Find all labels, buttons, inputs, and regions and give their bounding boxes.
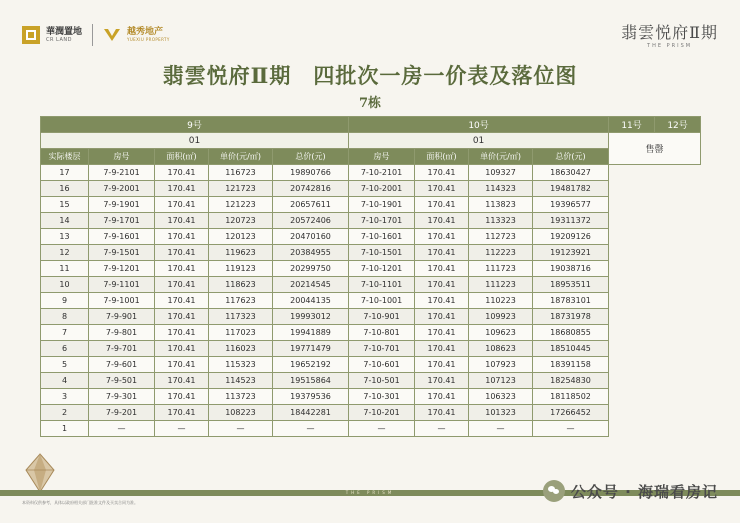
project-brand	[621, 20, 718, 49]
table-row	[41, 245, 701, 261]
room-no-cell: 7-10-1101	[349, 277, 415, 293]
logo-divider	[92, 24, 93, 46]
unit-price-cell: 107123	[469, 373, 533, 389]
room-no-cell: 7-10-1601	[349, 229, 415, 245]
area-cell: 170.41	[415, 405, 469, 421]
floor-cell: 5	[41, 357, 89, 373]
area-cell: 170.41	[415, 293, 469, 309]
yuexiu-logo-cn: 越秀地产	[127, 27, 164, 37]
total-price-cell: 18118502	[533, 389, 609, 405]
area-cell: 170.41	[155, 389, 209, 405]
building-10-unit-code: 01	[349, 133, 609, 149]
unit-price-cell: 113723	[209, 389, 273, 405]
total-price-cell: 18510445	[533, 341, 609, 357]
area-cell: 170.41	[155, 165, 209, 181]
total-price-cell: 18680855	[533, 325, 609, 341]
floor-cell: 16	[41, 181, 89, 197]
building-9-unit-code: 01	[41, 133, 349, 149]
room-no-cell: 7-9-501	[89, 373, 155, 389]
column-header: 房号	[89, 149, 155, 165]
unit-price-cell: 116023	[209, 341, 273, 357]
room-no-cell: 7-10-301	[349, 389, 415, 405]
area-cell: 170.41	[155, 261, 209, 277]
total-price-cell: 19652192	[273, 357, 349, 373]
room-no-cell: 7-9-1601	[89, 229, 155, 245]
total-price-cell: 19311372	[533, 213, 609, 229]
floor-cell: 2	[41, 405, 89, 421]
column-header: 单价(元/㎡)	[209, 149, 273, 165]
room-no-cell: 7-10-2101	[349, 165, 415, 181]
floor-cell: 12	[41, 245, 89, 261]
column-header-row	[41, 149, 701, 165]
table-row	[41, 229, 701, 245]
table-row	[41, 213, 701, 229]
unit-price-cell: 121723	[209, 181, 273, 197]
area-cell: 170.41	[415, 197, 469, 213]
table-row	[41, 165, 701, 181]
column-header: 实际楼层	[41, 149, 89, 165]
room-no-cell: 7-9-301	[89, 389, 155, 405]
building-12-header: 12号	[655, 117, 701, 133]
room-no-cell: 7-9-2001	[89, 181, 155, 197]
total-price-cell: 20657611	[273, 197, 349, 213]
room-no-cell: 7-9-1201	[89, 261, 155, 277]
total-price-cell: 17266452	[533, 405, 609, 421]
table-row	[41, 325, 701, 341]
sold-out-cell: 售罄	[609, 133, 701, 165]
room-no-cell: 7-10-2001	[349, 181, 415, 197]
yuexiu-logo	[127, 27, 170, 43]
room-no-cell: 7-9-701	[89, 341, 155, 357]
unit-price-cell: 107923	[469, 357, 533, 373]
table-row	[41, 309, 701, 325]
total-price-cell: 20384955	[273, 245, 349, 261]
total-price-cell: 20044135	[273, 293, 349, 309]
floor-cell: 17	[41, 165, 89, 181]
unit-price-cell: 110223	[469, 293, 533, 309]
floor-cell: 15	[41, 197, 89, 213]
page-title: 翡雲悦府Ⅱ期 四批次一房一价表及落位图	[162, 63, 578, 88]
crystal-logo-icon	[20, 452, 60, 494]
area-cell: 170.41	[155, 213, 209, 229]
total-price-cell: 18731978	[533, 309, 609, 325]
room-no-cell: 7-9-901	[89, 309, 155, 325]
room-no-cell: 7-9-601	[89, 357, 155, 373]
total-price-cell: 18953511	[533, 277, 609, 293]
unit-price-cell: 120123	[209, 229, 273, 245]
total-price-cell: 18442281	[273, 405, 349, 421]
building-11-header: 11号	[609, 117, 655, 133]
table-row	[41, 181, 701, 197]
room-no-cell: 7-9-1101	[89, 277, 155, 293]
unit-price-cell: 109623	[469, 325, 533, 341]
area-cell: 170.41	[415, 245, 469, 261]
total-price-cell: 19890766	[273, 165, 349, 181]
unit-price-cell: 113823	[469, 197, 533, 213]
floor-cell: 8	[41, 309, 89, 325]
area-cell: 170.41	[155, 373, 209, 389]
total-price-cell: 18391158	[533, 357, 609, 373]
area-cell: 170.41	[415, 213, 469, 229]
table-row	[41, 277, 701, 293]
room-no-cell: 7-10-901	[349, 309, 415, 325]
room-no-cell: 7-10-1901	[349, 197, 415, 213]
total-price-cell: 19941889	[273, 325, 349, 341]
price-table-body	[41, 165, 701, 437]
table-row	[41, 421, 701, 437]
column-header: 总价(元)	[273, 149, 349, 165]
room-no-cell: 7-9-201	[89, 405, 155, 421]
unit-price-cell: 114523	[209, 373, 273, 389]
table-row	[41, 197, 701, 213]
floor-cell: 4	[41, 373, 89, 389]
room-no-cell: 7-10-201	[349, 405, 415, 421]
total-price-cell: —	[273, 421, 349, 437]
area-cell: 170.41	[155, 293, 209, 309]
total-price-cell: 19123921	[533, 245, 609, 261]
cr-land-logo	[46, 27, 82, 44]
column-header: 面积(㎡)	[155, 149, 209, 165]
total-price-cell: 20214545	[273, 277, 349, 293]
room-no-cell: 7-10-1001	[349, 293, 415, 309]
area-cell: 170.41	[415, 165, 469, 181]
unit-price-cell: 109327	[469, 165, 533, 181]
area-cell: 170.41	[415, 357, 469, 373]
unit-price-cell: 119123	[209, 261, 273, 277]
area-cell: 170.41	[415, 341, 469, 357]
area-cell: 170.41	[415, 277, 469, 293]
unit-price-cell: 119623	[209, 245, 273, 261]
cr-land-logo-en: CR LAND	[46, 36, 72, 43]
area-cell: 170.41	[415, 373, 469, 389]
area-cell: 170.41	[155, 357, 209, 373]
floor-cell: 1	[41, 421, 89, 437]
table-row	[41, 357, 701, 373]
column-header: 面积(㎡)	[415, 149, 469, 165]
area-cell: 170.41	[155, 309, 209, 325]
floor-cell: 9	[41, 293, 89, 309]
total-price-cell: 19396577	[533, 197, 609, 213]
table-row	[41, 389, 701, 405]
cr-land-logo-icon	[22, 26, 40, 44]
unit-price-cell: 117023	[209, 325, 273, 341]
brand-name-cn: 翡雲悦府Ⅱ期	[621, 23, 718, 42]
unit-price-cell: 112723	[469, 229, 533, 245]
room-no-cell: 7-10-701	[349, 341, 415, 357]
unit-price-cell: 118623	[209, 277, 273, 293]
watermark-text: 公众号 · 海瑞看房记	[570, 482, 718, 501]
unit-price-cell: 108623	[469, 341, 533, 357]
area-cell: 170.41	[155, 277, 209, 293]
area-cell: 170.41	[415, 389, 469, 405]
unit-price-cell: 111723	[469, 261, 533, 277]
room-no-cell: 7-10-1201	[349, 261, 415, 277]
floor-cell: 3	[41, 389, 89, 405]
total-price-cell: 20742816	[273, 181, 349, 197]
area-cell: 170.41	[155, 405, 209, 421]
room-no-cell: 7-9-1001	[89, 293, 155, 309]
column-header: 单价(元/㎡)	[469, 149, 533, 165]
wechat-icon	[543, 480, 565, 502]
total-price-cell: 20299750	[273, 261, 349, 277]
unit-code-row	[41, 133, 701, 149]
area-cell: 170.41	[155, 197, 209, 213]
room-no-cell: —	[349, 421, 415, 437]
floor-cell: 11	[41, 261, 89, 277]
area-cell: —	[155, 421, 209, 437]
unit-price-cell: 101323	[469, 405, 533, 421]
area-cell: 170.41	[155, 341, 209, 357]
total-price-cell: 20470160	[273, 229, 349, 245]
room-no-cell: 7-10-801	[349, 325, 415, 341]
total-price-cell: 19038716	[533, 261, 609, 277]
wechat-watermark	[543, 480, 718, 502]
column-header: 房号	[349, 149, 415, 165]
unit-price-cell: 116723	[209, 165, 273, 181]
area-cell: —	[415, 421, 469, 437]
disclaimer-text: 本资料仅供参考，具体以政府相关部门批准文件及买卖合同为准。	[22, 500, 138, 505]
total-price-cell: 18783101	[533, 293, 609, 309]
area-cell: 170.41	[155, 325, 209, 341]
footer-band-label: THE PRISM	[345, 490, 395, 495]
unit-price-cell: 117323	[209, 309, 273, 325]
floor-cell: 7	[41, 325, 89, 341]
unit-price-cell: 121223	[209, 197, 273, 213]
room-no-cell: 7-9-1701	[89, 213, 155, 229]
yuexiu-logo-en: YUEXIU PROPERTY	[127, 37, 170, 42]
column-header: 总价(元)	[533, 149, 609, 165]
unit-price-cell: 109923	[469, 309, 533, 325]
total-price-cell: 19379536	[273, 389, 349, 405]
floor-cell: 10	[41, 277, 89, 293]
area-cell: 170.41	[415, 181, 469, 197]
room-no-cell: 7-9-1501	[89, 245, 155, 261]
total-price-cell: 18630427	[533, 165, 609, 181]
building-9-header: 9号	[41, 117, 349, 133]
area-cell: 170.41	[155, 245, 209, 261]
developer-logos	[22, 24, 170, 46]
floor-cell: 14	[41, 213, 89, 229]
total-price-cell: 18254830	[533, 373, 609, 389]
unit-price-cell: 113323	[469, 213, 533, 229]
room-no-cell: 7-9-801	[89, 325, 155, 341]
area-cell: 170.41	[415, 309, 469, 325]
total-price-cell: 19515864	[273, 373, 349, 389]
unit-price-cell: 115323	[209, 357, 273, 373]
cr-land-logo-cn: 華潤置地	[46, 26, 83, 37]
room-no-cell: 7-9-2101	[89, 165, 155, 181]
yuexiu-logo-icon	[103, 27, 121, 43]
unit-price-cell: 112223	[469, 245, 533, 261]
total-price-cell: 19993012	[273, 309, 349, 325]
area-cell: 170.41	[415, 229, 469, 245]
unit-price-cell: 106323	[469, 389, 533, 405]
table-row	[41, 405, 701, 421]
area-cell: 170.41	[415, 325, 469, 341]
unit-price-cell: 114323	[469, 181, 533, 197]
room-no-cell: —	[89, 421, 155, 437]
room-no-cell: 7-10-1501	[349, 245, 415, 261]
table-row	[41, 373, 701, 389]
table-row	[41, 261, 701, 277]
area-cell: 170.41	[155, 181, 209, 197]
brand-name-en: THE PRISM	[647, 43, 693, 49]
building-10-header: 10号	[349, 117, 609, 133]
area-cell: 170.41	[155, 229, 209, 245]
total-price-cell: 19771479	[273, 341, 349, 357]
area-cell: 170.41	[415, 261, 469, 277]
table-row	[41, 293, 701, 309]
unit-price-cell: 111223	[469, 277, 533, 293]
total-price-cell: —	[533, 421, 609, 437]
unit-price-cell: 120723	[209, 213, 273, 229]
room-no-cell: 7-10-1701	[349, 213, 415, 229]
total-price-cell: 19481782	[533, 181, 609, 197]
building-header-row	[41, 117, 701, 133]
total-price-cell: 20572406	[273, 213, 349, 229]
unit-price-cell: 108223	[209, 405, 273, 421]
unit-price-cell: 117623	[209, 293, 273, 309]
floor-cell: 13	[41, 229, 89, 245]
price-table	[40, 116, 701, 437]
floor-cell: 6	[41, 341, 89, 357]
room-no-cell: 7-9-1901	[89, 197, 155, 213]
room-no-cell: 7-10-601	[349, 357, 415, 373]
room-no-cell: 7-10-501	[349, 373, 415, 389]
total-price-cell: 19209126	[533, 229, 609, 245]
unit-price-cell: —	[209, 421, 273, 437]
unit-price-cell: —	[469, 421, 533, 437]
table-row	[41, 341, 701, 357]
building-subtitle: 7栋	[358, 96, 382, 111]
